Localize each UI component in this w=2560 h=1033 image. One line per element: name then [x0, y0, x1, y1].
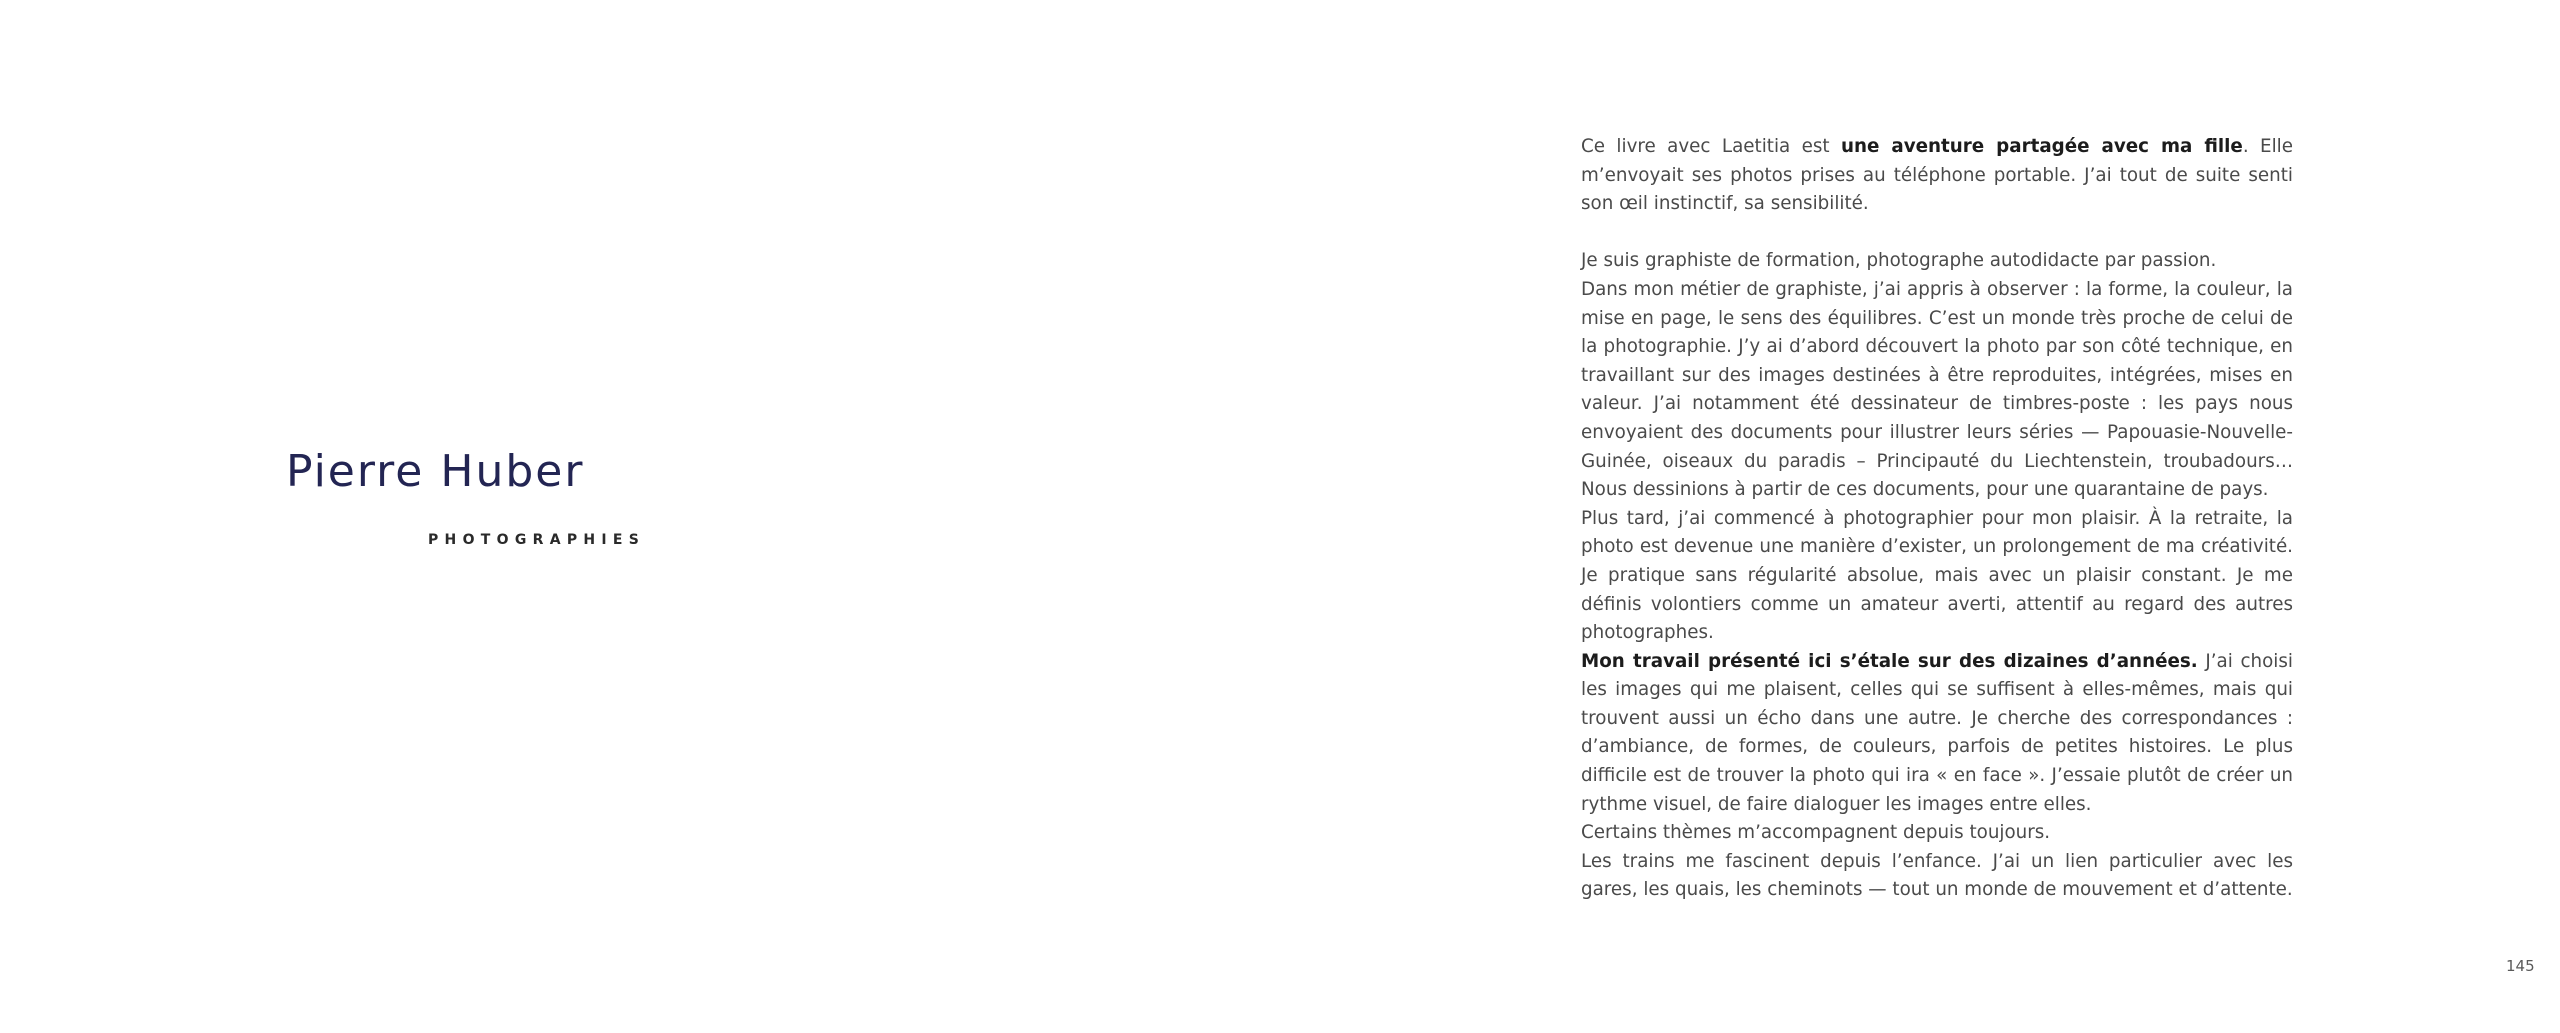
- author-block: [286, 446, 646, 548]
- author-subtitle: PHOTOGRAPHIES: [428, 532, 646, 548]
- body-paragraph: [1581, 648, 2293, 820]
- paragraph-text: Plus tard, j’ai commencé à photographier pour mon plaisir. À la retraite, la photo est devenue une manière d’exister, un prolongement de ma créativité. Je pratique sans régularité absolue, mais avec un plaisir constant. Je me définis volontiers comme un amateur averti, attentif au regard des autres photographes.: [1581, 507, 2293, 644]
- emphasized-text: Mon travail présenté ici s’étale sur des dizaines d’années.: [1581, 650, 2198, 672]
- page-number: 145: [2506, 957, 2535, 975]
- body-paragraph: [1581, 247, 2293, 276]
- emphasized-text: une aventure partagée avec ma fille: [1840, 136, 2243, 157]
- body-paragraph: [1581, 848, 2293, 905]
- paragraph-text: Ce livre avec Laetitia est: [1581, 136, 1841, 157]
- body-text-column: [1581, 133, 2293, 905]
- paragraph-text: Dans mon métier de graphiste, j’ai appris à observer : la forme, la couleur, la mise en page, le sens des équilibres. C’est un monde très proche de celui de la photographie. J’y ai d’abord découvert la photo par son côté technique, en travaillant sur des images destinées à être reproduites, intégrées, mises en valeur. J’ai notamment été dessinateur de timbres-poste : les pays nous envoyaient des documents pour illustrer leurs séries — Papouasie-Nouvelle-Guinée, oiseaux du paradis – Principauté du Liechtenstein, troubadours… Nous dessinions à partir de ces documents, pour une quarantaine de pays.: [1581, 278, 2293, 501]
- author-name: Pierre Huber: [286, 446, 585, 497]
- paragraph-text: J’ai choisi les images qui me plaisent, celles qui se suffisent à elles-mêmes, mais qui trouvent aussi un écho dans une autre. Je cherche des correspondances : d’ambiance, de formes, de couleurs, parfois de petites histoires. Le plus difficile est de trouver la photo qui ira « en face ». J’essaie plutôt de créer un rythme visuel, de faire dialoguer les images entre elles.: [1581, 650, 2293, 815]
- paragraph-text: Certains thèmes m’accompagnent depuis toujours.: [1581, 822, 2051, 844]
- body-paragraph: [1581, 819, 2293, 848]
- body-paragraph: [1581, 276, 2293, 505]
- paragraph-text: . Elle m’envoyait ses photos prises au téléphone portable. J’ai tout de suite senti son œil instinctif, sa sensibilité.: [1581, 136, 2293, 215]
- paragraph-text: Les trains me fascinent depuis l’enfance. J’ai un lien particulier avec les gares, les quais, les cheminots — tout un monde de mouvement et d’attente.: [1581, 850, 2293, 901]
- paragraph-text: Je suis graphiste de formation, photographe autodidacte par passion.: [1581, 250, 2217, 272]
- body-paragraph: [1581, 133, 2293, 219]
- body-paragraph: [1581, 505, 2293, 648]
